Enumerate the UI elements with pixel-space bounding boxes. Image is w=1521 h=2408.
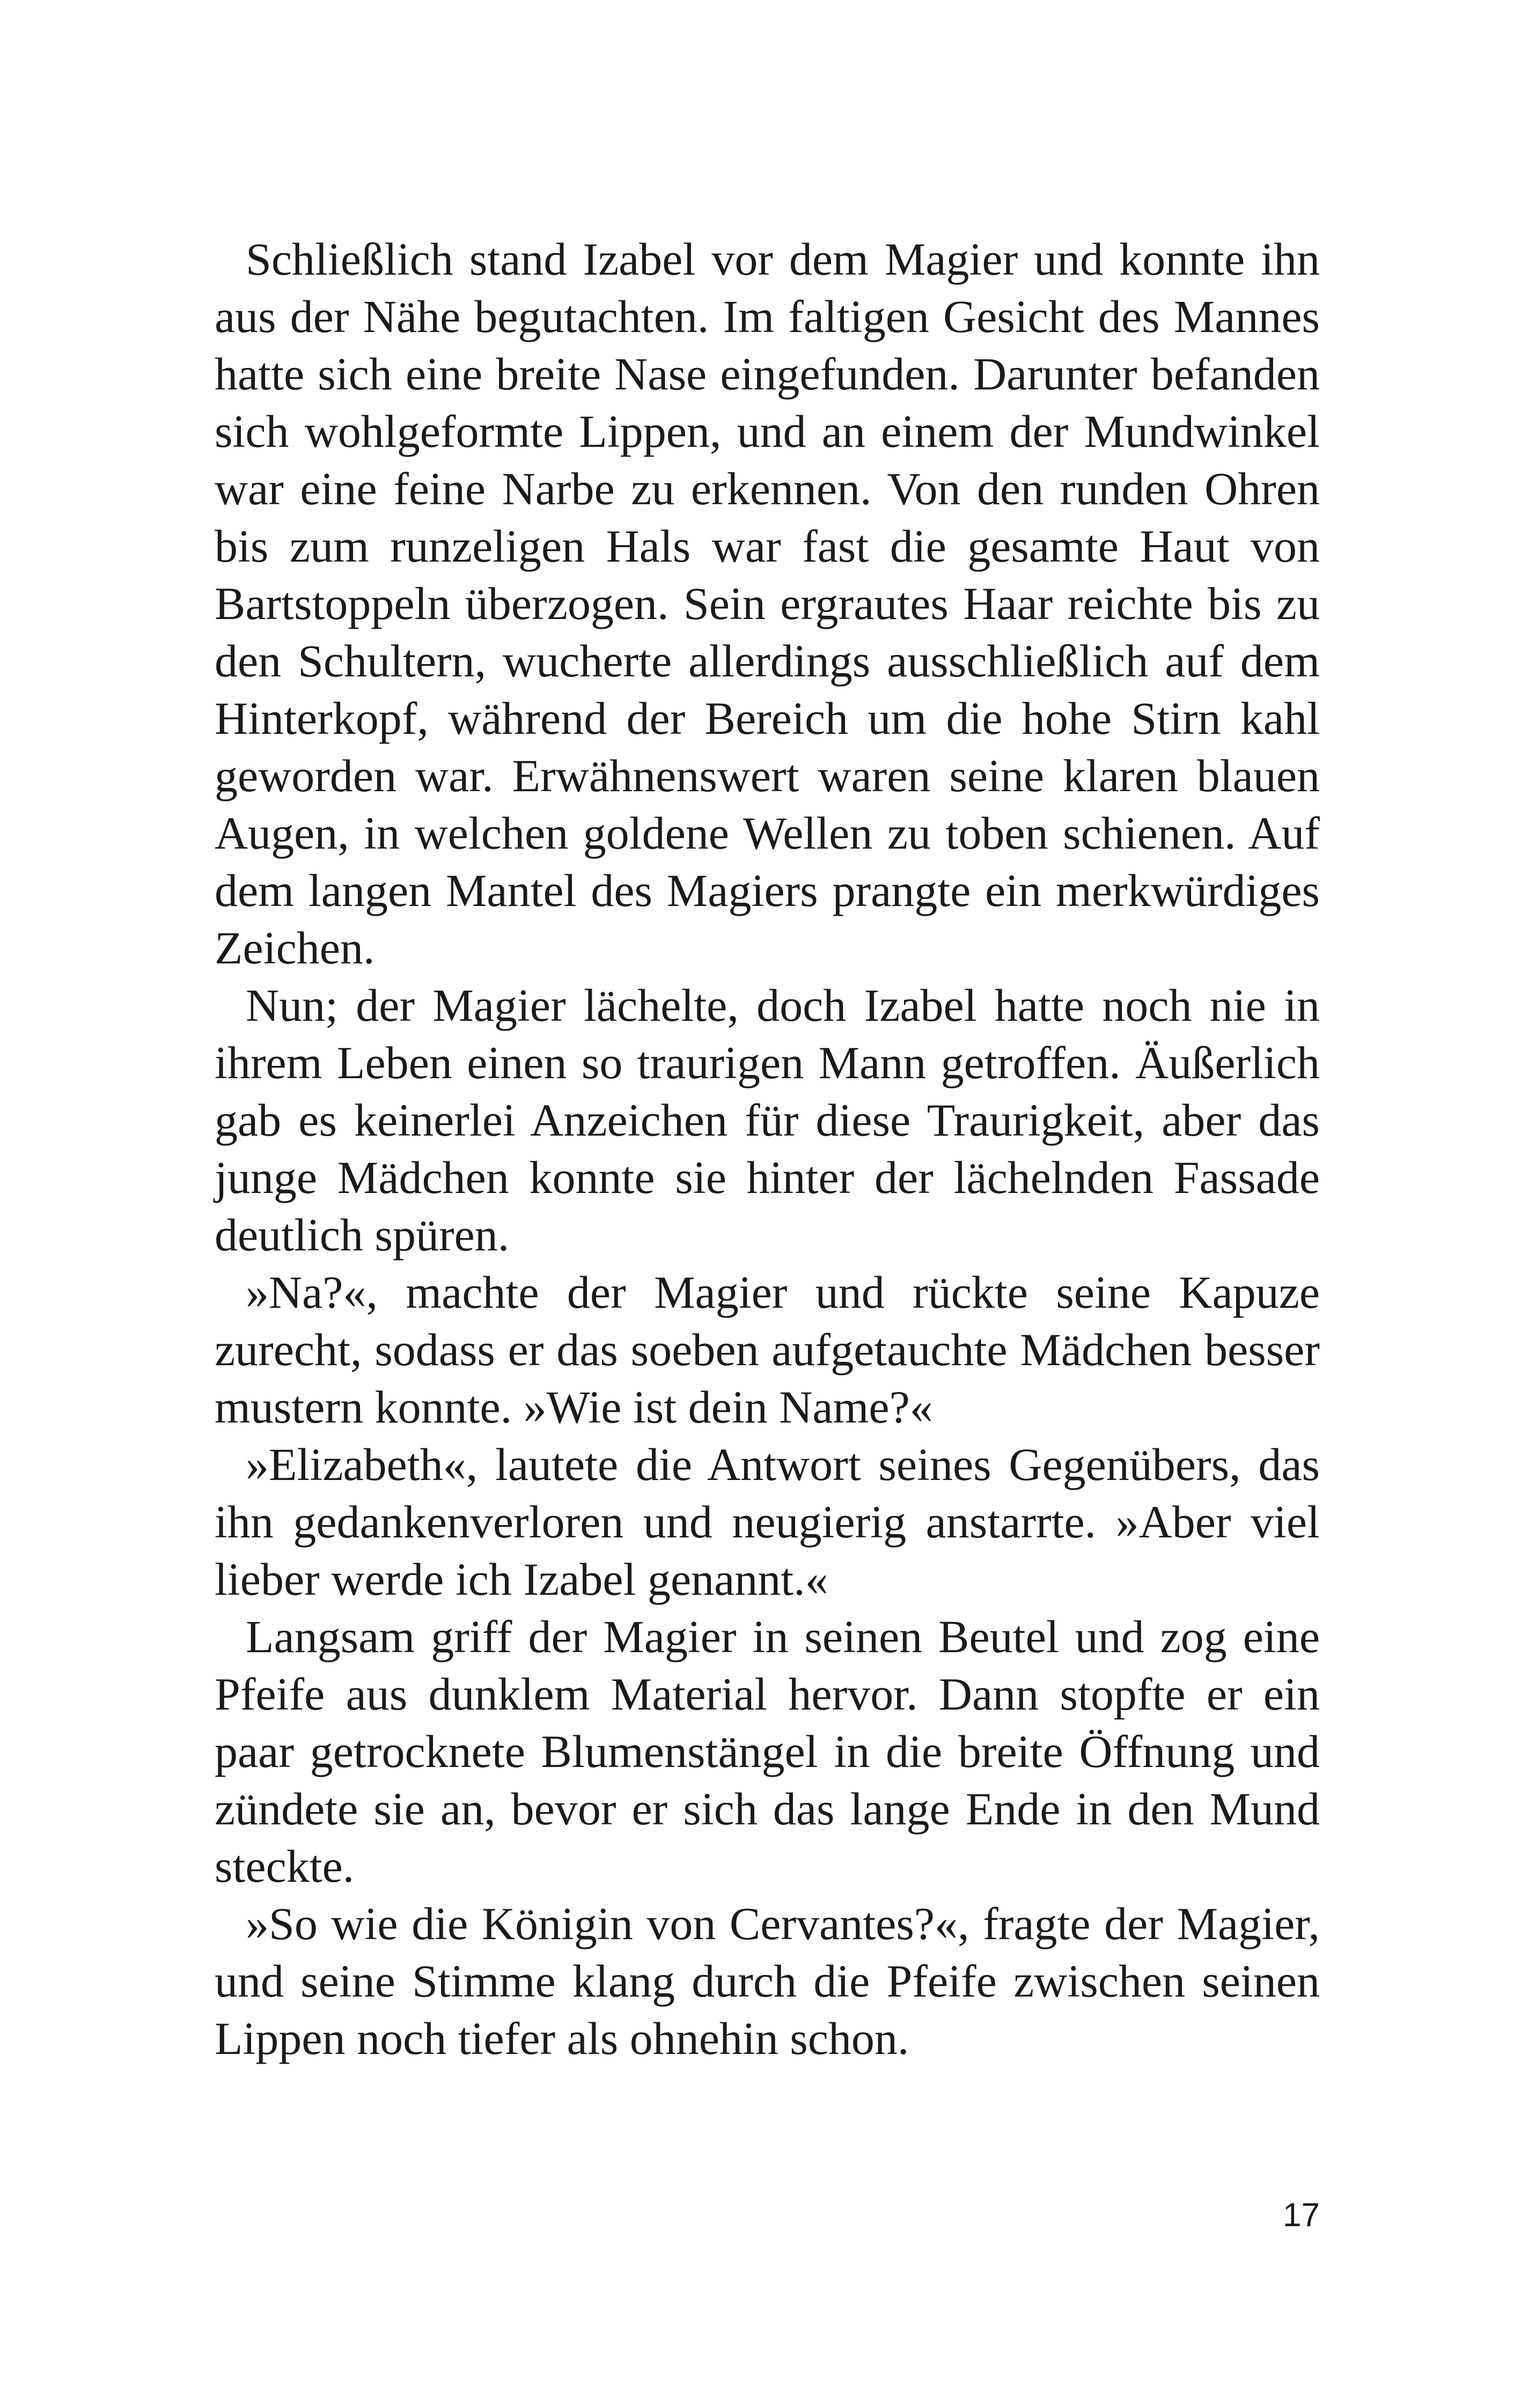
paragraph: »Elizabeth«, lautete die Antwort seines Gegenübers, das ihn gedankenverloren und neugierig anstarrte. »Aber viel lieber werde ich Izabel genannt.« bbox=[215, 1439, 1320, 1605]
paragraph: »Na?«, machte der Magier und rückte seine Kapuze zurecht, sodass er das soeben aufgetauchte Mädchen besser mustern konnte. »Wie ist dein Name?« bbox=[215, 1266, 1320, 1433]
paragraph: Langsam griff der Magier in seinen Beutel und zog eine Pfeife aus dunklem Material hervor. Dann stopfte er ein paar getrocknete Blumenstängel in die breite Öffnung und zündete sie an, bevor er sich das lange Ende in den Mund steckte. bbox=[215, 1611, 1320, 1892]
paragraph: Schließlich stand Izabel vor dem Magier und konnte ihn aus der Nähe begutachten. Im faltigen Gesicht des Mannes hatte sich eine breite Nase eingefunden. Darunter befanden sich wohlgeformte Lippen, und an einem der Mundwinkel war eine feine Narbe zu erkennen. Von den runden Ohren bis zum runzeligen Hals war fast die gesamte Haut von Bartstoppeln überzogen. Sein ergrautes Haar reichte bis zu den Schultern, wucherte allerdings ausschließlich auf dem Hinterkopf, während der Bereich um die hohe Stirn kahl geworden war. Erwähnenswert waren seine klaren blauen Augen, in welchen goldene Wellen zu toben schienen. Auf dem langen Mantel des Magiers prangte ein merkwürdiges Zeichen. bbox=[215, 233, 1320, 974]
page-number: 17 bbox=[1283, 2197, 1320, 2234]
paragraph: Nun; der Magier lächelte, doch Izabel hatte noch nie in ihrem Leben einen so traurigen Mann getroffen. Äußerlich gab es keinerlei Anzeichen für diese Traurigkeit, aber das junge Mädchen konnte sie hinter der lächelnden Fassade deutlich spüren. bbox=[215, 980, 1320, 1261]
paragraph: »So wie die Königin von Cervantes?«, fragte der Magier, und seine Stimme klang durch die Pfeife zwischen seinen Lippen noch tiefer als ohnehin schon. bbox=[215, 1898, 1320, 2064]
body-text bbox=[215, 231, 1320, 2067]
